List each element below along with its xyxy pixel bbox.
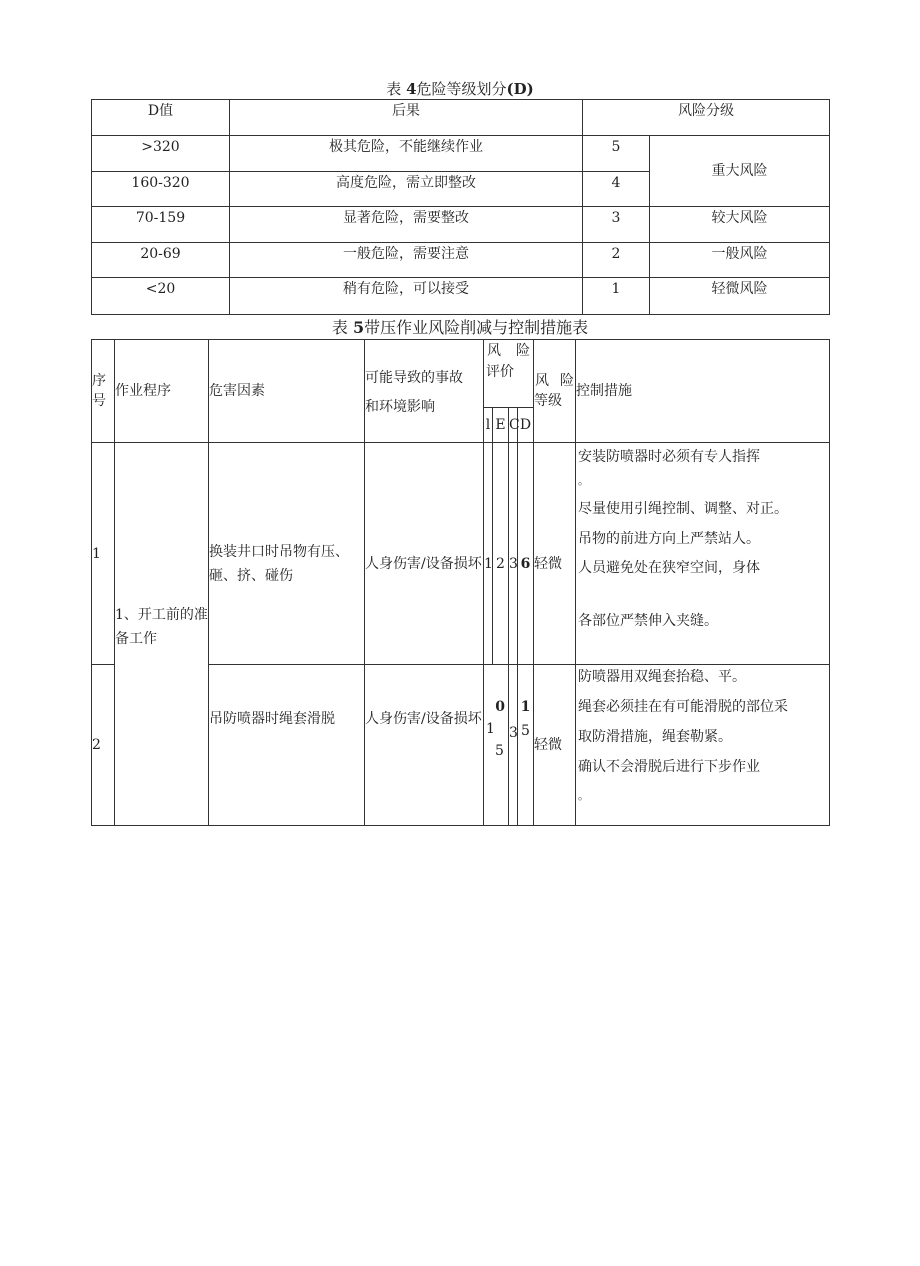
table4-caption-number: 4 [406,80,417,98]
table4-caption-suffix: (D) [506,80,534,98]
table4-header-d: D值 [92,100,230,136]
table5-caption-text: 带压作业风险削减与控制措施表 [364,318,589,337]
table4-cell-consequence: 显著危险，需要整改 [230,207,583,243]
table4-row [92,278,830,315]
table4-cell-consequence: 高度危险，需立即整改 [230,172,583,207]
table4-cell-grade: 3 [583,207,650,243]
risk-grade-table [91,99,830,315]
table5-row [92,443,830,665]
table5-header-measures: 控制措施 [576,340,830,443]
table5-header-row [92,340,830,408]
l-value-top: 0 [495,699,505,715]
table5-header-e: E [493,408,509,443]
table4-cell-d: 160-320 [92,172,230,207]
table4-cell-grade: 2 [583,243,650,278]
d-value-top: 1 [520,699,531,715]
table4-row [92,136,830,172]
table5-cell-impact: 人身伤害/设备损坏 [365,443,484,665]
table4-caption-prefix: 表 [386,80,402,98]
measure-line: 各部位严禁伸入夹缝。 [578,613,718,629]
table5-header-seq-b: 号 [92,393,106,409]
measure-line [578,583,829,605]
measure-line: 尽量使用引绳控制、调整、对正。 [578,501,788,517]
d-value-bottom: 5 [521,723,530,739]
l-stack-row [484,697,508,717]
table5-header-level [534,340,576,443]
table5-header-level-c: 等级 [534,393,562,409]
measure-line: 人员避免处在狭窄空间，身体 [578,560,760,576]
table4-cell-grade: 1 [583,278,650,315]
table5-cell-procedure: 1、开工前的准备工作 [115,443,209,826]
table5-header-level-b: 险 [560,373,574,389]
table5-cell-impact: 人身伤害/设备损坏 [365,665,484,826]
measure-line: 安装防喷器时必须有专人指挥 [578,449,760,465]
table4-header-row [92,100,830,136]
measure-line: 。 [578,474,589,487]
table4-cell-d: >320 [92,136,230,172]
measure-line: 绳套必须挂在有可能滑脱的部位采 [578,699,788,715]
table4-header-consequence: 后果 [230,100,583,136]
l-value-mid: 1 [486,721,495,737]
table5-cell-hazard: 吊防喷器时绳套滑脱 [209,665,365,826]
table5-cell-measures [576,443,830,665]
table5-header-impact [365,340,484,443]
table5-cell-hazard: 换装井口时吊物有压、砸、挤、碰伤 [209,443,365,665]
table5-cell-d: 6 [518,443,534,665]
table5-header-seq [92,340,115,443]
table5-header-d: D [518,408,534,443]
table5-caption-prefix: 表 [331,318,348,337]
table5-caption [91,318,829,338]
table5-cell-e: 2 [493,443,509,665]
table5-header-c: C [509,408,518,443]
table4-cell-consequence: 稍有危险，可以接受 [230,278,583,315]
risk-control-table [91,339,830,826]
measure-line: 取防滑措施，绳套勒紧。 [578,729,732,745]
table4-cell-d: 70-159 [92,207,230,243]
table4-caption-text: 危险等级划分 [416,80,507,98]
table5-header-level-a: 风 [535,373,549,389]
table4-header-level: 风险分级 [583,100,830,136]
table5-cell-seq: 2 [92,665,115,826]
table5-cell-measures [576,665,830,826]
table4-cell-level: 较大风险 [650,207,830,243]
l-value-bottom: 5 [495,743,504,759]
table4-row [92,243,830,278]
table4-row [92,207,830,243]
table5-header-eval-b: 险 [516,343,530,359]
table5-cell-level: 轻微 [534,665,576,826]
table4-cell-consequence: 一般危险，需要注意 [230,243,583,278]
measure-line: 防喷器用双绳套抬稳、平。 [578,669,746,685]
table5-cell-level: 轻微 [534,443,576,665]
table4-cell-level: 轻微风险 [650,278,830,315]
table4-cell-level-merged: 重大风险 [650,136,830,207]
table5-header-hazard: 危害因素 [209,340,365,443]
table5-header-procedure: 作业程序 [115,340,209,443]
table5-caption-number: 5 [352,318,365,337]
table5-header-eval-c: 评价 [486,364,514,380]
table4-cell-consequence: 极其危险，不能继续作业 [230,136,583,172]
table5-header-seq-a: 序 [92,373,106,389]
table5-cell-d [518,665,534,826]
table5-cell-c: 3 [509,665,518,826]
table5-cell-seq: 1 [92,443,115,665]
table4-cell-level: 一般风险 [650,243,830,278]
table5-header-l: l [484,408,493,443]
table4-cell-grade: 5 [583,136,650,172]
table5-header-eval-a: 风 [487,343,501,359]
table5-header-impact-b: 和环境影响 [365,399,435,415]
measure-line: 吊物的前进方向上严禁站人。 [578,531,760,547]
table4-cell-d: <20 [92,278,230,315]
table5-header-eval [484,340,534,408]
measure-line: 。 [578,789,589,802]
table4-cell-grade: 4 [583,172,650,207]
measure-line: 确认不会滑脱后进行下步作业 [578,759,760,775]
table5-cell-l-stack [484,665,509,826]
table5-cell-l: 1 [484,443,493,665]
table5-header-impact-a: 可能导致的事故 [365,370,463,386]
table4-cell-d: 20-69 [92,243,230,278]
table4-caption [91,79,829,99]
table5-cell-c: 3 [509,443,518,665]
